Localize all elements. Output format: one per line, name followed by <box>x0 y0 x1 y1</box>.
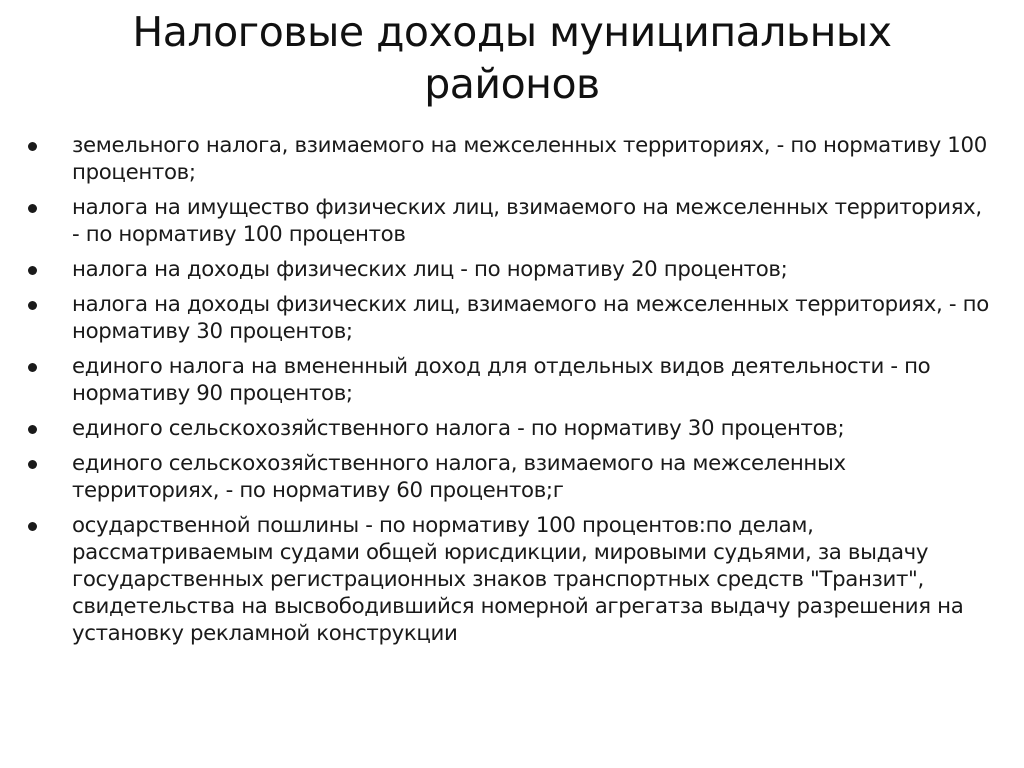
bullet-dot-icon <box>28 301 37 310</box>
bullet-dot-icon <box>28 460 37 469</box>
bullet-dot-icon <box>28 142 37 151</box>
bullet-text: единого сельскохозяйственного налога, взимаемого на межселенных территориях, - по нормативу 60 процентов;г <box>72 451 846 503</box>
bullet-dot-icon <box>28 363 37 372</box>
bullet-text: налога на доходы физических лиц - по нормативу 20 процентов; <box>72 257 788 282</box>
bullet-text: единого сельскохозяйственного налога - по нормативу 30 процентов; <box>72 416 845 441</box>
bullet-item <box>0 256 1024 283</box>
bullet-text: налога на имущество физических лиц, взимаемого на межселенных территориях, - по нормативу 100 процентов <box>72 195 982 247</box>
bullet-item <box>0 132 1024 186</box>
slide-title: Налоговые доходы муниципальных районов <box>132 8 892 108</box>
bullet-item <box>0 512 1024 647</box>
bullet-text: земельного налога, взимаемого на межселенных территориях, - по нормативу 100 процентов; <box>72 133 987 185</box>
bullet-text: осударственной пошлины - по нормативу 100 процентов:по делам, рассматриваемым судами общей юрисдикции, мировыми судьями, за выдачу государственных регистрационных знаков транспортных средств "Транзит", свидетельства на высвободившийся номерной агрегатза выдачу разрешения на установку рекламной конструкции <box>72 513 964 646</box>
bullet-text: налога на доходы физических лиц, взимаемого на межселенных территориях, - по нормативу 30 процентов; <box>72 292 989 344</box>
bullet-item <box>0 291 1024 345</box>
bullet-dot-icon <box>28 522 37 531</box>
bullet-item <box>0 415 1024 442</box>
bullet-list <box>0 132 1024 655</box>
bullet-item <box>0 353 1024 407</box>
bullet-item <box>0 194 1024 248</box>
bullet-text: единого налога на вмененный доход для отдельных видов деятельности - по нормативу 90 процентов; <box>72 354 931 406</box>
bullet-dot-icon <box>28 204 37 213</box>
bullet-dot-icon <box>28 425 37 434</box>
bullet-item <box>0 450 1024 504</box>
bullet-dot-icon <box>28 266 37 275</box>
